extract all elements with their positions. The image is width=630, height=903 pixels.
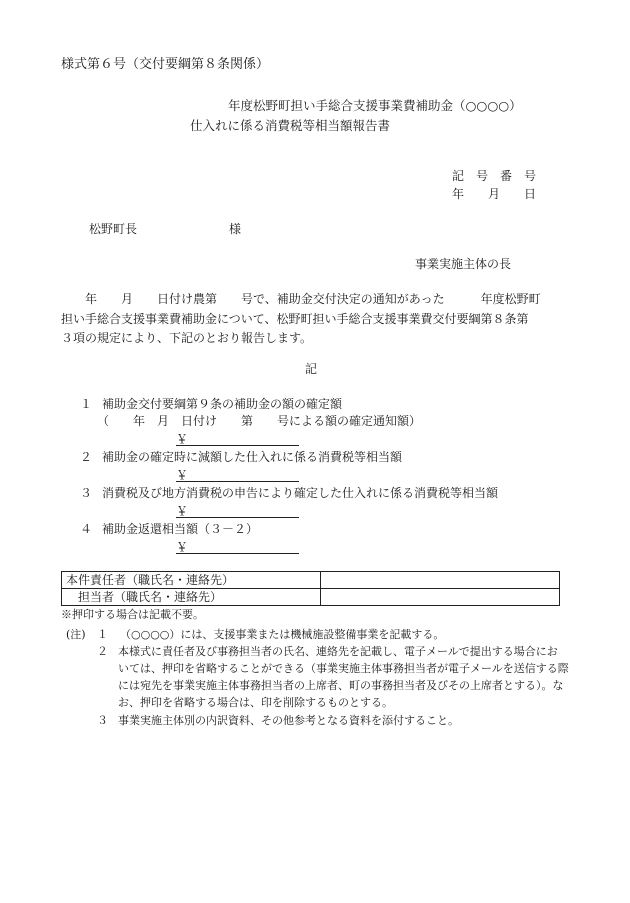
body-paragraph [61, 290, 561, 349]
doc-number: 記 号 番 号 [452, 169, 537, 183]
note-1-text: （○○○○）には、支援事業または機械施設整備事業を記載する。 [120, 628, 445, 641]
item-2-yen: ￥ [176, 468, 189, 482]
addressee: 松野町長 [89, 222, 138, 236]
item-1-number: １ [80, 397, 93, 411]
table-row [62, 572, 560, 589]
note-1-number: １ [97, 628, 108, 641]
item-1-text: 補助金交付要綱第９条の補助金の額の確定額 [102, 397, 343, 411]
body-line3: ３項の規定により、下記のとおり報告します。 [61, 331, 313, 345]
table-row [62, 589, 560, 606]
item-4-yen: ￥ [176, 540, 189, 554]
doc-date: 年 月 日 [452, 187, 537, 201]
item-2-number: ２ [80, 450, 93, 464]
note-2-line3: には宛先を事業実施主体事務担当者の上席者、町の事務担当者及びその上席者とする）。な [118, 679, 564, 692]
item-1-yen: ￥ [176, 432, 189, 446]
responsible-person-field[interactable] [321, 572, 560, 589]
item-3-yen: ￥ [176, 504, 189, 518]
note-2-line2: いては、押印を省略することができる（事業実施主体事務担当者が電子メールを送信する際 [118, 662, 569, 675]
body-line2: 担い手総合支援事業費補助金について、松野町担い手総合支援事業費交付要綱第８条第 [61, 311, 529, 326]
title-line2: 仕入れに係る消費税等相当額報告書 [190, 118, 391, 133]
note-2-line1: 本様式に責任者及び事務担当者の氏名、連絡先を記載し、電子メールで提出する場合にお [118, 645, 558, 658]
sender: 事業実施主体の長 [415, 257, 512, 271]
notes-label: (注) [66, 628, 86, 641]
contact-table [61, 571, 560, 606]
note-2-line4: お、押印を省略する場合は、印を削除するものとする。 [118, 696, 393, 709]
item-2-text: 補助金の確定時に減額した仕入れに係る消費税等相当額 [102, 450, 403, 464]
stamp-note: ※押印する場合は記載不要。 [61, 608, 204, 621]
note-3-text: 事業実施主体別の内訳資料、その他参考となる資料を添付すること。 [118, 714, 459, 727]
form-number: 様式第６号（交付要綱第８条関係） [61, 57, 270, 72]
note-2-number: ２ [97, 645, 108, 658]
item-4-amount-line [176, 553, 299, 554]
item-3-number: ３ [80, 486, 93, 500]
staff-person-label: 担当者（職氏名・連絡先） [62, 589, 321, 606]
body-line1: 年 月 日付け農第 号で、補助金交付決定の通知があった 年度松野町 [61, 292, 541, 306]
item-4-text: 補助金返還相当額（３－２） [102, 522, 259, 536]
staff-person-field[interactable] [321, 589, 560, 606]
honorific: 様 [229, 222, 242, 236]
item-4-number: ４ [80, 522, 93, 536]
title-line1: 年度松野町担い手総合支援事業費補助金（○○○○） [228, 98, 522, 113]
item-3-text: 消費税及び地方消費税の申告により確定した仕入れに係る消費税等相当額 [102, 486, 499, 500]
ki-label: 記 [305, 362, 318, 376]
item-2-amount-line [176, 481, 299, 482]
item-3-amount-line [176, 517, 299, 518]
note-3-number: ３ [97, 714, 108, 727]
responsible-person-label: 本件責任者（職氏名・連絡先） [62, 572, 321, 589]
item-1-amount-line [176, 445, 299, 446]
item-1-subtext: （ 年 月 日付け 第 号による額の確定通知額） [97, 414, 422, 428]
